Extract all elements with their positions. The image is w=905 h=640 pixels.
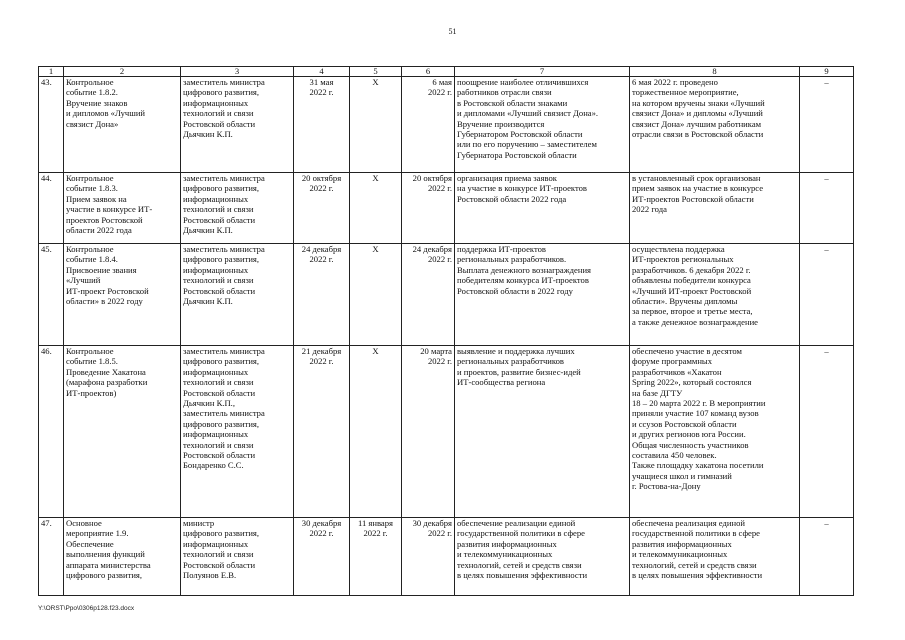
start-date-cell: Х (350, 244, 402, 346)
fact-date-cell: 20 октября 2022 г. (402, 173, 455, 244)
start-date-cell: Х (350, 346, 402, 518)
file-path-footer: Y:\ORST\Ppo\0306p128.f23.docx (38, 605, 135, 612)
expected-result-cell: выявление и поддержка лучших региональных разработчиков и проектов, развитие бизнес-идей ИТ-сообщества региона (455, 346, 630, 518)
note-cell: – (800, 244, 854, 346)
fact-date-cell: 20 марта 2022 г. (402, 346, 455, 518)
actual-result-cell: в установленный срок организован прием заявок на участие в конкурсе ИТ-проектов Ростовской области 2022 года (630, 173, 800, 244)
expected-result-cell: поощрение наиболее отличившихся работников отрасли связи в Ростовской области знаками и дипломами «Лучший связист Дона». Вручение производится Губернатором Ростовской области или по его поручению – заместителем Губернатора Ростовской области (455, 77, 630, 173)
plan-date-cell: 24 декабря 2022 г. (294, 244, 350, 346)
row-number: 43. (39, 77, 64, 173)
row-number: 46. (39, 346, 64, 518)
column-header: 2 (64, 67, 181, 77)
plan-date-cell: 31 мая 2022 г. (294, 77, 350, 173)
expected-result-cell: обеспечение реализации единой государственной политики в сфере развития информационных и телекоммуникационных технологий, сетей и средств связи в целях повышения эффективности (455, 518, 630, 596)
plan-date-cell: 21 декабря 2022 г. (294, 346, 350, 518)
start-date-cell: Х (350, 173, 402, 244)
column-header: 1 (39, 67, 64, 77)
row-number: 45. (39, 244, 64, 346)
table-row (39, 77, 854, 173)
column-header: 5 (350, 67, 402, 77)
table-body (39, 67, 854, 596)
expected-result-cell: организация приема заявок на участие в конкурсе ИТ-проектов Ростовской области 2022 года (455, 173, 630, 244)
column-header: 3 (181, 67, 294, 77)
fact-date-cell: 6 мая 2022 г. (402, 77, 455, 173)
column-header: 8 (630, 67, 800, 77)
actual-result-cell: 6 мая 2022 г. проведено торжественное мероприятие, на котором вручены знаки «Лучший связист Дона» и дипломы «Лучший связист Дона» лучшим работникам отрасли связи в Ростовской области (630, 77, 800, 173)
page-number: 51 (448, 27, 457, 36)
header-row (39, 67, 854, 77)
responsible-cell: министр цифрового развития, информационных технологий и связи Ростовской области Полуянов Е.В. (181, 518, 294, 596)
table-row (39, 173, 854, 244)
responsible-cell: заместитель министра цифрового развития, информационных технологий и связи Ростовской области Дьячкин К.П., заместитель министра цифрового развития, информационных технологий и связи Ростовской области Бондаренко С.С. (181, 346, 294, 518)
report-table (38, 66, 854, 596)
note-cell: – (800, 173, 854, 244)
responsible-cell: заместитель министра цифрового развития, информационных технологий и связи Ростовской области Дьячкин К.П. (181, 77, 294, 173)
event-cell: Основное мероприятие 1.9. Обеспечение выполнения функций аппарата министерства цифрового развития, (64, 518, 181, 596)
column-header: 7 (455, 67, 630, 77)
event-cell: Контрольное событие 1.8.5. Проведение Хакатона (марафона разработки ИТ-проектов) (64, 346, 181, 518)
event-cell: Контрольное событие 1.8.4. Присвоение звания «Лучший ИТ-проект Ростовской области» в 2022 году (64, 244, 181, 346)
column-header: 4 (294, 67, 350, 77)
note-cell: – (800, 346, 854, 518)
row-number: 44. (39, 173, 64, 244)
column-header: 9 (800, 67, 854, 77)
start-date-cell: 11 января 2022 г. (350, 518, 402, 596)
actual-result-cell: обеспечено участие в десятом форуме программных разработчиков «Хакатон Spring 2022», который состоялся на базе ДГТУ 18 – 20 марта 2022 г. В мероприятии приняли участие 107 команд вузов и ссузов Ростовской области и других регионов юга России. Общая численность участников составила 450 человек. Также площадку хакатона посетили учащиеся школ и гимназий г. Ростова-на-Дону (630, 346, 800, 518)
table-row (39, 244, 854, 346)
table-row (39, 518, 854, 596)
column-header: 6 (402, 67, 455, 77)
expected-result-cell: поддержка ИТ-проектов региональных разработчиков. Выплата денежного вознаграждения победителям конкурса ИТ-проектов Ростовской области в 2022 году (455, 244, 630, 346)
row-number: 47. (39, 518, 64, 596)
plan-date-cell: 20 октября 2022 г. (294, 173, 350, 244)
fact-date-cell: 30 декабря 2022 г. (402, 518, 455, 596)
note-cell: – (800, 518, 854, 596)
table-row (39, 346, 854, 518)
fact-date-cell: 24 декабря 2022 г. (402, 244, 455, 346)
plan-date-cell: 30 декабря 2022 г. (294, 518, 350, 596)
responsible-cell: заместитель министра цифрового развития, информационных технологий и связи Ростовской области Дьячкин К.П. (181, 244, 294, 346)
event-cell: Контрольное событие 1.8.2. Вручение знаков и дипломов «Лучший связист Дона» (64, 77, 181, 173)
start-date-cell: Х (350, 77, 402, 173)
note-cell: – (800, 77, 854, 173)
actual-result-cell: осуществлена поддержка ИТ-проектов региональных разработчиков. 6 декабря 2022 г. объявлены победители конкурса «Лучший ИТ-проект Ростовской области». Вручены дипломы за первое, второе и третье места, а также денежное вознаграждение (630, 244, 800, 346)
event-cell: Контрольное событие 1.8.3. Прием заявок на участие в конкурсе ИТ- проектов Ростовской области 2022 года (64, 173, 181, 244)
actual-result-cell: обеспечена реализация единой государственной политики в сфере развития информационных и телекоммуникационных технологий, сетей и средств связи в целях повышения эффективности (630, 518, 800, 596)
responsible-cell: заместитель министра цифрового развития, информационных технологий и связи Ростовской области Дьячкин К.П. (181, 173, 294, 244)
